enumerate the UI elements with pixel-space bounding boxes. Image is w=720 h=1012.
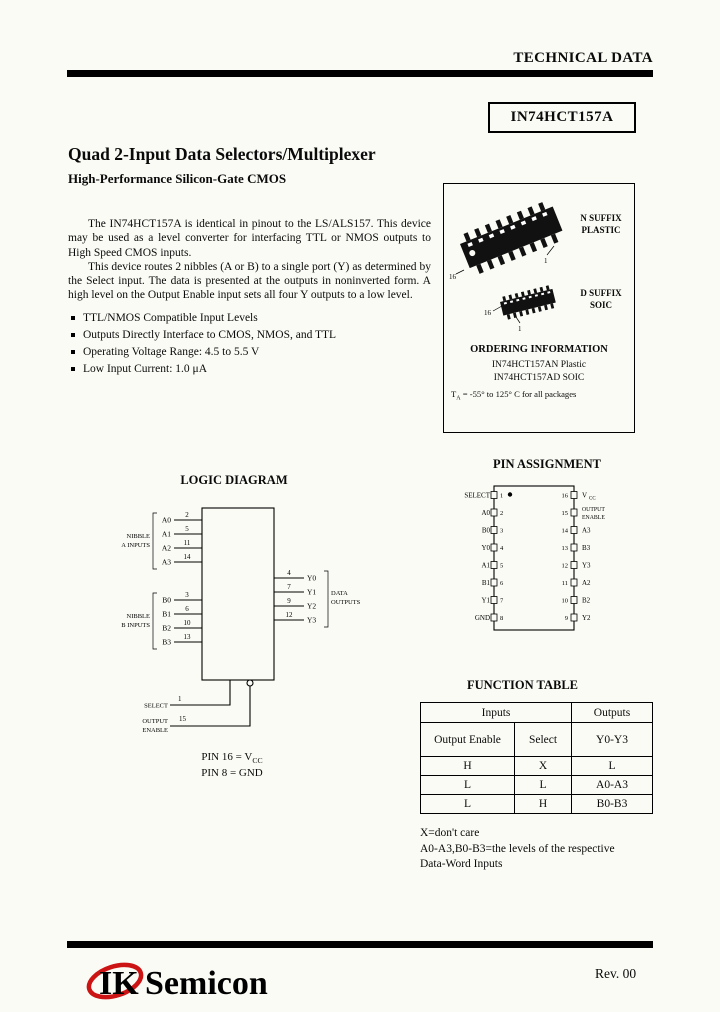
- page-title: Quad 2-Input Data Selectors/Multiplexer: [68, 144, 376, 164]
- svg-text:1: 1: [500, 492, 504, 500]
- svg-text:10: 10: [561, 597, 568, 605]
- output-enable-label: OUTPUT: [142, 718, 168, 725]
- svg-text:A INPUTS: A INPUTS: [121, 542, 150, 549]
- y0-pin: 4: [287, 569, 291, 577]
- select-label: SELECT: [144, 702, 168, 710]
- pin-label-a2: A2: [582, 579, 591, 587]
- svg-text:6: 6: [500, 580, 504, 587]
- b2-pin: 10: [183, 619, 191, 627]
- y1-pin: 7: [287, 583, 291, 591]
- pin-label-select: SELECT: [464, 491, 490, 500]
- part-number-box: [488, 102, 636, 133]
- y3-pin: 12: [285, 611, 293, 619]
- pin-label-vcc: V: [582, 491, 588, 500]
- pin-label-y3: Y3: [582, 561, 591, 570]
- nibble-b-label: NIBBLE: [126, 613, 150, 620]
- data-outputs-label: DATA: [331, 590, 348, 597]
- soic-package-drawing: [499, 285, 557, 321]
- logic-diagram: [112, 496, 382, 740]
- y2-label: Y2: [307, 601, 317, 611]
- a3-label: A3: [161, 557, 171, 567]
- feature-item: Low Input Current: 1.0 μA: [68, 362, 431, 376]
- inputs-header: Inputs: [421, 703, 572, 723]
- svg-text:4: 4: [500, 545, 504, 552]
- power-pin-notes: [112, 750, 352, 780]
- pin-label-gnd: GND: [474, 614, 490, 622]
- outputs-header: Outputs: [572, 703, 653, 723]
- select-pin: 1: [178, 695, 182, 703]
- ordering-line-plastic: IN74HCT157AN Plastic: [491, 360, 587, 370]
- a1-label: A1: [161, 529, 171, 539]
- pin-label-a3: A3: [582, 526, 591, 535]
- pin-label-output-enable: OUTPUT: [582, 507, 605, 513]
- svg-text:ENABLE: ENABLE: [142, 727, 168, 734]
- oe-inverter-bubble: [247, 680, 253, 686]
- svg-text:13: 13: [561, 545, 568, 552]
- intro-paragraph-2: This device routes 2 nibbles (A or B) to a single port (Y) as determined by the Select input. The data is presented at the outputs in noninverted form. A high level on the Output Enable input sets all four Y outputs to a low level.: [68, 260, 431, 302]
- nibble-a-label: NIBBLE: [126, 533, 150, 540]
- part-number: IN74HCT157A: [510, 109, 614, 125]
- feature-list: [68, 311, 431, 377]
- note-levels-1: A0-A3,B0-B3=the levels of the respective: [420, 842, 615, 855]
- dip-package-drawing: [457, 199, 566, 276]
- b1-label: B1: [162, 609, 171, 619]
- function-table-notes: [420, 826, 635, 873]
- pin-label-b3: B3: [582, 544, 591, 552]
- function-table-heading: FUNCTION TABLE: [466, 678, 579, 692]
- pin16-note: PIN $16 = V_{CC}$: [201, 751, 263, 766]
- pin-label-y2: Y2: [582, 614, 591, 622]
- svg-text:CC: CC: [589, 496, 596, 502]
- y2-pin: 9: [287, 597, 291, 605]
- pin-label-a1: A1: [481, 561, 490, 570]
- pin-assignment-heading: PIN ASSIGNMENT: [492, 457, 601, 471]
- y3-label: Y3: [307, 615, 317, 625]
- b2-label: B2: [162, 623, 171, 633]
- pin-label-b0: B0: [481, 526, 490, 535]
- pin-label-y1: Y1: [481, 596, 490, 605]
- a0-label: A0: [161, 515, 171, 525]
- y1-label: Y1: [307, 587, 317, 597]
- note-dont-care: X=don't care: [420, 827, 480, 839]
- b3-pin: 13: [183, 633, 191, 641]
- col-select: Select: [515, 723, 572, 757]
- b0-pin: 3: [185, 591, 189, 599]
- svg-text:B INPUTS: B INPUTS: [121, 622, 150, 629]
- technical-data-heading: TECHNICAL DATA: [513, 50, 653, 66]
- col-output-enable: Output Enable: [421, 723, 515, 757]
- b0-label: B0: [162, 595, 171, 605]
- svg-text:OUTPUTS: OUTPUTS: [331, 599, 361, 606]
- n-suffix-label: N SUFFIX PLASTIC: [580, 213, 622, 236]
- table-row: H X L: [421, 757, 653, 776]
- a3-pin: 14: [183, 553, 191, 561]
- mux-body: [202, 508, 274, 680]
- feature-item: Operating Voltage Range: 4.5 to 5.5 V: [68, 345, 431, 359]
- table-row: L H B0-B3: [421, 795, 653, 814]
- svg-text:5: 5: [500, 562, 504, 570]
- svg-text:ENABLE: ENABLE: [582, 515, 605, 521]
- dip-pin16-label: 16: [449, 273, 456, 281]
- dip-pin1-label: 1: [544, 257, 548, 265]
- svg-text:16: 16: [561, 492, 568, 500]
- b3-label: B3: [162, 637, 171, 647]
- intro-paragraph-1: The IN74HCT157A is identical in pinout to the LS/ALS157. This device may be used as a level converter for interfacing TTL or NMOS outputs to High Speed CMOS inputs.: [68, 218, 431, 259]
- note-levels-2: Data-Word Inputs: [420, 858, 503, 871]
- y0-label: Y0: [307, 573, 317, 583]
- a0-pin: 2: [185, 511, 189, 519]
- logo-ik: IK: [99, 965, 139, 1002]
- pin-label-a0: A0: [481, 509, 490, 517]
- pin-label-y0: Y0: [481, 544, 490, 552]
- revision-label: Rev. 00: [595, 966, 637, 981]
- svg-text:9: 9: [564, 615, 568, 622]
- company-logo: [84, 951, 309, 1012]
- logic-diagram-heading: LOGIC DIAGRAM: [180, 473, 288, 487]
- logo-semicon: Semicon: [145, 965, 268, 1002]
- svg-text:3: 3: [500, 527, 504, 535]
- soic-pin16-label: 16: [484, 309, 491, 317]
- table-row: L L A0-A3: [421, 776, 653, 795]
- a2-pin: 11: [183, 539, 191, 547]
- d-suffix-label: D SUFFIX SOIC: [580, 288, 622, 311]
- pin-assignment-diagram: [452, 482, 642, 634]
- b1-pin: 6: [185, 605, 189, 613]
- svg-text:7: 7: [500, 597, 504, 605]
- ordering-information-title: ORDERING INFORMATION: [470, 344, 608, 355]
- function-table: [420, 702, 653, 814]
- ordering-line-soic: IN74HCT157AD SOIC: [493, 373, 585, 383]
- svg-text:8: 8: [500, 615, 504, 622]
- svg-text:2: 2: [500, 510, 504, 517]
- top-rule: [67, 70, 653, 77]
- svg-text:15: 15: [561, 510, 568, 517]
- soic-pin1-label: 1: [518, 325, 522, 333]
- col-y0-y3: Y0-Y3: [572, 723, 653, 757]
- a1-pin: 5: [185, 525, 189, 533]
- pin-label-b1: B1: [481, 579, 490, 587]
- output-enable-pin: 15: [179, 715, 186, 723]
- pin8-note: PIN 8 = GND: [201, 767, 263, 780]
- svg-text:14: 14: [561, 527, 568, 535]
- pin-label-b2: B2: [582, 596, 591, 605]
- package-ordering-box: [443, 183, 635, 433]
- dip-outline: [494, 486, 574, 630]
- intro-section: [68, 217, 431, 380]
- pin1-marker-dot: [508, 492, 512, 496]
- feature-item: TTL/NMOS Compatible Input Levels: [68, 311, 431, 325]
- bottom-rule: [67, 941, 653, 948]
- feature-item: Outputs Directly Interface to CMOS, NMOS, and TTL: [68, 328, 431, 342]
- temperature-range-note: $T_A = -55^\circ$ to 125° C for all packages: [451, 389, 577, 402]
- page-subtitle: High-Performance Silicon-Gate CMOS: [68, 171, 287, 186]
- a2-label: A2: [161, 543, 171, 553]
- svg-text:12: 12: [561, 562, 568, 570]
- svg-text:11: 11: [561, 580, 568, 587]
